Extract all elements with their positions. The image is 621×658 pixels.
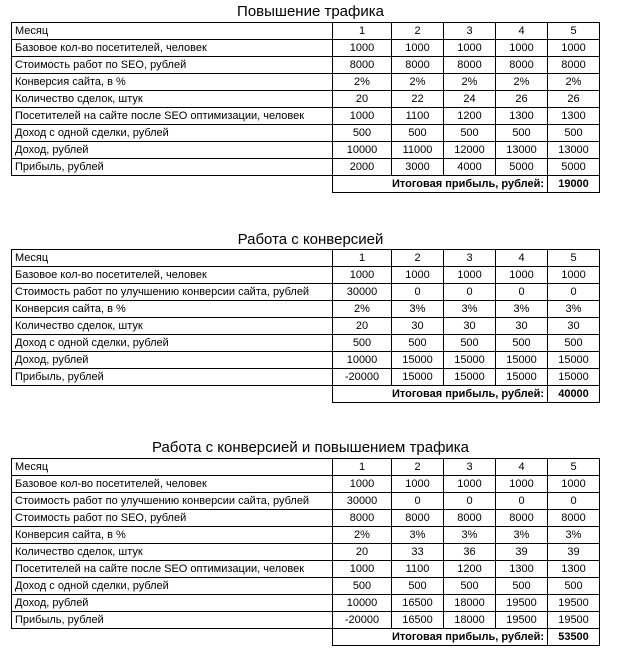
row-label: Месяц xyxy=(12,459,333,476)
row-label: Базовое кол-во посетителей, человек xyxy=(12,267,333,284)
cell-value: 1300 xyxy=(496,561,548,578)
cell-value: 500 xyxy=(548,335,600,352)
cell-value: 8000 xyxy=(333,510,392,527)
blank-cell xyxy=(12,386,333,403)
cell-value: 1 xyxy=(333,23,392,40)
cell-value: 2% xyxy=(333,301,392,318)
cell-value: 1000 xyxy=(548,40,600,57)
cell-value: 1000 xyxy=(444,476,496,493)
total-row xyxy=(12,176,600,193)
table-traffic xyxy=(11,22,600,193)
cell-value: 5 xyxy=(548,23,600,40)
row-label: Месяц xyxy=(12,23,333,40)
cell-value: 2% xyxy=(392,74,444,91)
table-row xyxy=(12,301,600,318)
table-2-title: Работа с конверсией xyxy=(237,231,384,248)
row-label: Стоимость работ по улучшению конверсии сайта, рублей xyxy=(12,284,333,301)
cell-value: 26 xyxy=(496,91,548,108)
cell-value: 4 xyxy=(496,459,548,476)
table-row xyxy=(12,108,600,125)
row-label: Прибыль, рублей xyxy=(12,159,333,176)
table-row xyxy=(12,612,600,629)
cell-value: 1 xyxy=(333,250,392,267)
cell-value: 30 xyxy=(392,318,444,335)
cell-value: 15000 xyxy=(444,352,496,369)
cell-value: 22 xyxy=(392,91,444,108)
cell-value: 33 xyxy=(392,544,444,561)
cell-value: 1000 xyxy=(496,40,548,57)
cell-value: 0 xyxy=(496,284,548,301)
row-label: Конверсия сайта, в % xyxy=(12,527,333,544)
row-label: Месяц xyxy=(12,250,333,267)
cell-value: 12000 xyxy=(444,142,496,159)
total-value: 40000 xyxy=(548,386,600,403)
table-row xyxy=(12,352,600,369)
cell-value: 3000 xyxy=(392,159,444,176)
cell-value: 16500 xyxy=(392,612,444,629)
cell-value: 1300 xyxy=(548,108,600,125)
row-label: Стоимость работ по улучшению конверсии сайта, рублей xyxy=(12,493,333,510)
cell-value: 2 xyxy=(392,23,444,40)
cell-value: 0 xyxy=(496,493,548,510)
table-row xyxy=(12,125,600,142)
cell-value: 10000 xyxy=(333,595,392,612)
cell-value: 3% xyxy=(392,301,444,318)
cell-value: 36 xyxy=(444,544,496,561)
cell-value: 4000 xyxy=(444,159,496,176)
cell-value: 0 xyxy=(444,493,496,510)
cell-value: 500 xyxy=(333,335,392,352)
cell-value: 26 xyxy=(548,91,600,108)
cell-value: 1100 xyxy=(392,561,444,578)
row-label: Доход, рублей xyxy=(12,595,333,612)
cell-value: 19500 xyxy=(496,612,548,629)
cell-value: 3% xyxy=(548,301,600,318)
total-value: 53500 xyxy=(548,629,600,646)
cell-value: 0 xyxy=(548,493,600,510)
cell-value: 15000 xyxy=(548,352,600,369)
table-conversion-traffic xyxy=(11,458,600,646)
header-row xyxy=(12,250,600,267)
cell-value: 8000 xyxy=(444,57,496,74)
cell-value: 19500 xyxy=(496,595,548,612)
cell-value: 5 xyxy=(548,459,600,476)
row-label: Прибыль, рублей xyxy=(12,612,333,629)
table-row xyxy=(12,159,600,176)
table-row xyxy=(12,74,600,91)
cell-value: 1200 xyxy=(444,561,496,578)
row-label: Доход, рублей xyxy=(12,352,333,369)
cell-value: 1000 xyxy=(392,40,444,57)
cell-value: 0 xyxy=(444,284,496,301)
row-label: Посетителей на сайте после SEO оптимизации, человек xyxy=(12,108,333,125)
cell-value: 11000 xyxy=(392,142,444,159)
cell-value: 500 xyxy=(392,578,444,595)
cell-value: 5000 xyxy=(496,159,548,176)
total-row xyxy=(12,629,600,646)
cell-value: 30 xyxy=(548,318,600,335)
cell-value: 2 xyxy=(392,250,444,267)
row-label: Доход, рублей xyxy=(12,142,333,159)
cell-value: 500 xyxy=(548,578,600,595)
total-row xyxy=(12,386,600,403)
cell-value: 0 xyxy=(548,284,600,301)
total-value: 19000 xyxy=(548,176,600,193)
table-row xyxy=(12,510,600,527)
header-row xyxy=(12,23,600,40)
cell-value: 2% xyxy=(333,74,392,91)
table-row xyxy=(12,284,600,301)
cell-value: 500 xyxy=(496,335,548,352)
table-row xyxy=(12,527,600,544)
table-row xyxy=(12,578,600,595)
cell-value: 3% xyxy=(496,527,548,544)
cell-value: 15000 xyxy=(496,352,548,369)
cell-value: 1000 xyxy=(333,476,392,493)
table-row xyxy=(12,369,600,386)
cell-value: 1000 xyxy=(333,267,392,284)
cell-value: 1000 xyxy=(333,561,392,578)
row-label: Базовое кол-во посетителей, человек xyxy=(12,40,333,57)
cell-value: 15000 xyxy=(444,369,496,386)
cell-value: 24 xyxy=(444,91,496,108)
cell-value: 2% xyxy=(333,527,392,544)
cell-value: 8000 xyxy=(392,510,444,527)
table-1-title: Повышение трафика xyxy=(237,3,384,20)
cell-value: 8000 xyxy=(333,57,392,74)
cell-value: -20000 xyxy=(333,612,392,629)
cell-value: 500 xyxy=(392,125,444,142)
cell-value: 500 xyxy=(333,125,392,142)
cell-value: 20 xyxy=(333,544,392,561)
row-label: Количество сделок, штук xyxy=(12,318,333,335)
cell-value: 3 xyxy=(444,459,496,476)
cell-value: 2 xyxy=(392,459,444,476)
cell-value: -20000 xyxy=(333,369,392,386)
cell-value: 10000 xyxy=(333,352,392,369)
cell-value: 20 xyxy=(333,318,392,335)
cell-value: 3 xyxy=(444,250,496,267)
cell-value: 3% xyxy=(548,527,600,544)
cell-value: 3% xyxy=(392,527,444,544)
cell-value: 1100 xyxy=(392,108,444,125)
cell-value: 39 xyxy=(548,544,600,561)
cell-value: 500 xyxy=(548,125,600,142)
cell-value: 0 xyxy=(392,284,444,301)
cell-value: 8000 xyxy=(444,510,496,527)
cell-value: 2% xyxy=(548,74,600,91)
cell-value: 39 xyxy=(496,544,548,561)
row-label: Доход с одной сделки, рублей xyxy=(12,125,333,142)
cell-value: 500 xyxy=(444,335,496,352)
table-row xyxy=(12,476,600,493)
cell-value: 15000 xyxy=(392,369,444,386)
row-label: Стоимость работ по SEO, рублей xyxy=(12,510,333,527)
cell-value: 1000 xyxy=(333,40,392,57)
cell-value: 1000 xyxy=(392,476,444,493)
cell-value: 1000 xyxy=(333,108,392,125)
table-conversion xyxy=(11,249,600,403)
table-row xyxy=(12,595,600,612)
cell-value: 1200 xyxy=(444,108,496,125)
cell-value: 500 xyxy=(392,335,444,352)
table-row xyxy=(12,57,600,74)
cell-value: 8000 xyxy=(496,57,548,74)
cell-value: 1000 xyxy=(548,476,600,493)
header-row xyxy=(12,459,600,476)
table-row xyxy=(12,267,600,284)
table-row xyxy=(12,335,600,352)
cell-value: 13000 xyxy=(548,142,600,159)
cell-value: 500 xyxy=(496,578,548,595)
cell-value: 10000 xyxy=(333,142,392,159)
table-row xyxy=(12,544,600,561)
total-label: Итоговая прибыль, рублей: xyxy=(333,386,548,403)
cell-value: 1000 xyxy=(496,267,548,284)
row-label: Конверсия сайта, в % xyxy=(12,74,333,91)
cell-value: 13000 xyxy=(496,142,548,159)
cell-value: 18000 xyxy=(444,595,496,612)
cell-value: 20 xyxy=(333,91,392,108)
cell-value: 1000 xyxy=(496,476,548,493)
table-row xyxy=(12,318,600,335)
cell-value: 30000 xyxy=(333,493,392,510)
cell-value: 8000 xyxy=(392,57,444,74)
cell-value: 3 xyxy=(444,23,496,40)
table-row xyxy=(12,91,600,108)
cell-value: 1000 xyxy=(548,267,600,284)
cell-value: 8000 xyxy=(548,510,600,527)
cell-value: 30 xyxy=(496,318,548,335)
row-label: Доход с одной сделки, рублей xyxy=(12,578,333,595)
row-label: Конверсия сайта, в % xyxy=(12,301,333,318)
cell-value: 500 xyxy=(444,125,496,142)
cell-value: 15000 xyxy=(496,369,548,386)
cell-value: 0 xyxy=(392,493,444,510)
row-label: Стоимость работ по SEO, рублей xyxy=(12,57,333,74)
cell-value: 5 xyxy=(548,250,600,267)
cell-value: 15000 xyxy=(548,369,600,386)
cell-value: 8000 xyxy=(548,57,600,74)
table-3-title: Работа с конверсией и повышением трафика xyxy=(151,439,470,456)
cell-value: 2000 xyxy=(333,159,392,176)
cell-value: 3% xyxy=(444,527,496,544)
cell-value: 1000 xyxy=(444,267,496,284)
cell-value: 1 xyxy=(333,459,392,476)
cell-value: 2% xyxy=(496,74,548,91)
cell-value: 15000 xyxy=(392,352,444,369)
blank-cell xyxy=(12,176,333,193)
cell-value: 1000 xyxy=(392,267,444,284)
cell-value: 19500 xyxy=(548,612,600,629)
cell-value: 500 xyxy=(444,578,496,595)
row-label: Прибыль, рублей xyxy=(12,369,333,386)
cell-value: 2% xyxy=(444,74,496,91)
row-label: Количество сделок, штук xyxy=(12,544,333,561)
cell-value: 8000 xyxy=(496,510,548,527)
cell-value: 1300 xyxy=(548,561,600,578)
cell-value: 5000 xyxy=(548,159,600,176)
table-row xyxy=(12,561,600,578)
cell-value: 4 xyxy=(496,250,548,267)
row-label: Количество сделок, штук xyxy=(12,91,333,108)
row-label: Посетителей на сайте после SEO оптимизации, человек xyxy=(12,561,333,578)
table-row xyxy=(12,40,600,57)
cell-value: 30 xyxy=(444,318,496,335)
row-label: Базовое кол-во посетителей, человек xyxy=(12,476,333,493)
cell-value: 3% xyxy=(496,301,548,318)
cell-value: 16500 xyxy=(392,595,444,612)
cell-value: 3% xyxy=(444,301,496,318)
total-label: Итоговая прибыль, рублей: xyxy=(333,176,548,193)
cell-value: 1300 xyxy=(496,108,548,125)
total-label: Итоговая прибыль, рублей: xyxy=(333,629,548,646)
cell-value: 19500 xyxy=(548,595,600,612)
table-row xyxy=(12,493,600,510)
cell-value: 4 xyxy=(496,23,548,40)
cell-value: 18000 xyxy=(444,612,496,629)
cell-value: 30000 xyxy=(333,284,392,301)
cell-value: 1000 xyxy=(444,40,496,57)
cell-value: 500 xyxy=(496,125,548,142)
cell-value: 500 xyxy=(333,578,392,595)
blank-cell xyxy=(12,629,333,646)
row-label: Доход с одной сделки, рублей xyxy=(12,335,333,352)
table-row xyxy=(12,142,600,159)
